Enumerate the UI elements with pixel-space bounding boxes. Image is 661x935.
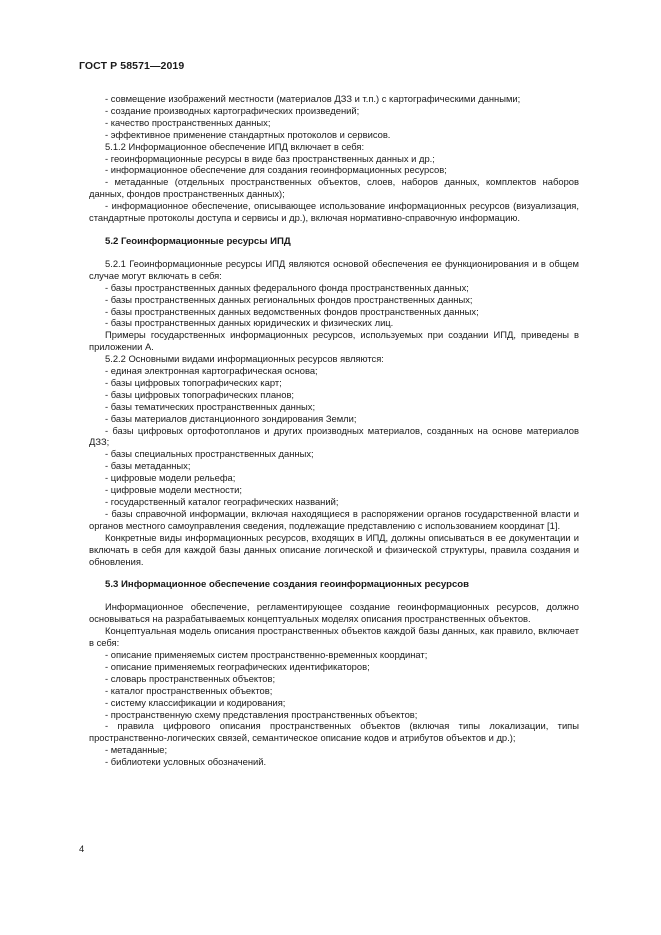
list-item: - библиотеки условных обозначений. — [105, 756, 267, 768]
list-item: - каталог пространственных объектов; — [105, 684, 273, 696]
list-item: - базы пространственных данных ведомственных фондов пространственных данных; — [105, 305, 479, 317]
list-item: - правила цифрового описания пространственных объектов (включая типы локализации, типы пространственно-логических связей, семантическое описание кодов и атрибутов объектов и др.); — [89, 720, 579, 744]
list-item: - базы пространственных данных федерального фонда пространственных данных; — [105, 281, 469, 293]
list-item: - систему классификации и кодирования; — [105, 696, 286, 708]
section-heading-5-3: 5.3 Информационное обеспечение создания геоинформационных ресурсов — [105, 579, 470, 591]
paragraph: 5.2.2 Основными видами информационных ресурсов являются: — [105, 353, 384, 365]
list-item: - базы цифровых ортофотопланов и других производных материалов, созданных на основе материалов ДЗЗ; — [89, 424, 579, 448]
list-item: - базы тематических пространственных данных; — [105, 400, 316, 412]
document-header: ГОСТ Р 58571—2019 — [79, 60, 185, 72]
list-item: - информационное обеспечение, описывающее использование информационных ресурсов (визуализация, стандартные протоколы доступа и сервисы и др.), включая нормативно-справочную информацию. — [89, 200, 579, 224]
paragraph: Примеры государственных информационных ресурсов, используемых при создании ИПД, приведены в приложении А. — [89, 329, 579, 353]
paragraph: 5.1.2 Информационное обеспечение ИПД включает в себя: — [105, 140, 365, 152]
list-item: - описание применяемых систем пространственно-временных координат; — [105, 648, 428, 660]
list-item: - метаданные (отдельных пространственных объектов, слоев, наборов данных, комплектов наборов данных, фондов пространственных данных); — [89, 176, 579, 200]
list-item: - геоинформационные ресурсы в виде баз пространственных данных и др.; — [105, 152, 435, 164]
paragraph: Концептуальная модель описания пространственных объектов каждой базы данных, как правило, включает в себя: — [89, 625, 579, 649]
list-item: - базы пространственных данных юридических и физических лиц. — [105, 317, 394, 329]
section-heading-5-2: 5.2 Геоинформационные ресурсы ИПД — [105, 235, 291, 247]
paragraph: Информационное обеспечение, регламентирующее создание геоинформационных ресурсов, должно основываться на разрабатываемых концептуальных моделях описания пространственных объектов. — [89, 601, 579, 625]
paragraph: Конкретные виды информационных ресурсов, входящих в ИПД, должны описываться в ее документации и включать в себя для каждой базы данных описание логической и физической структуры, правила создания и обновления. — [89, 531, 579, 567]
list-item: - государственный каталог географических названий; — [105, 496, 339, 507]
list-item: - метаданные; — [105, 744, 168, 756]
list-item: - пространственную схему представления пространственных объектов; — [105, 708, 418, 720]
page-number: 4 — [79, 843, 85, 854]
list-item: - цифровые модели местности; — [105, 484, 243, 496]
page-content — [89, 93, 579, 768]
list-item: - базы справочной информации, включая находящиеся в распоряжении органов государственной власти и органов местного самоуправления сведения, подлежащие представлению с использованием координат [1]. — [89, 507, 579, 531]
list-item: - информационное обеспечение для создания геоинформационных ресурсов; — [105, 164, 447, 176]
list-item: - базы пространственных данных региональных фондов пространственных данных; — [105, 293, 473, 305]
list-item: - качество пространственных данных; — [105, 116, 271, 128]
list-item: - создание производных картографических произведений; — [105, 104, 360, 116]
list-item: - словарь пространственных объектов; — [105, 672, 276, 684]
list-item: - базы цифровых топографических карт; — [105, 376, 282, 388]
list-item: - базы материалов дистанционного зондирования Земли; — [105, 412, 357, 424]
list-item: - базы специальных пространственных данных; — [105, 448, 314, 460]
list-item: - базы метаданных; — [105, 460, 191, 472]
paragraph: 5.2.1 Геоинформационные ресурсы ИПД являются основой обеспечения ее функционирования и в общем случае могут включать в себя: — [89, 257, 579, 281]
list-item: - описание применяемых географических идентификаторов; — [105, 660, 370, 672]
list-item: - базы цифровых топографических планов; — [105, 388, 295, 400]
list-item: - совмещение изображений местности (материалов ДЗЗ и т.п.) с картографическими данными; — [105, 93, 521, 104]
list-item: - цифровые модели рельефа; — [105, 472, 236, 484]
list-item: - единая электронная картографическая основа; — [105, 365, 318, 377]
list-item: - эффективное применение стандартных протоколов и сервисов. — [105, 128, 391, 140]
